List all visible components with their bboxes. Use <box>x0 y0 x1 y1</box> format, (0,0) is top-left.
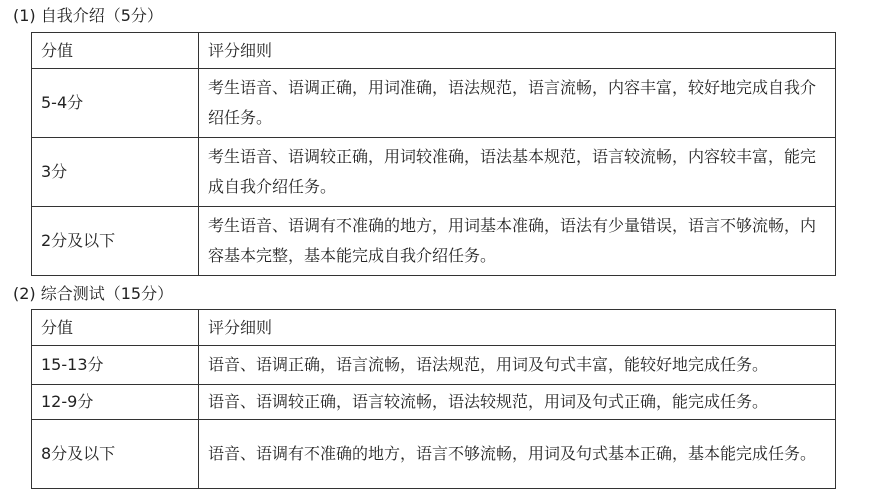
table-row <box>32 420 836 489</box>
self-introduction-rubric-table <box>31 32 836 276</box>
score-cell: 12-9分 <box>32 385 199 420</box>
table-row <box>32 138 836 207</box>
score-cell: 2分及以下 <box>32 207 199 276</box>
score-cell: 5-4分 <box>32 69 199 138</box>
score-column-header: 分值 <box>32 33 199 69</box>
score-column-header: 分值 <box>32 310 199 346</box>
criteria-cell: 考生语音、语调正确，用词准确，语法规范，语言流畅，内容丰富，较好地完成自我介绍任务。 <box>199 69 836 138</box>
criteria-cell: 语音、语调较正确，语言较流畅，语法较规范，用词及句式正确，能完成任务。 <box>199 385 836 420</box>
comprehensive-test-rubric-table <box>31 309 836 489</box>
table-row <box>32 385 836 420</box>
criteria-column-header: 评分细则 <box>199 310 836 346</box>
section-heading-comprehensive-test: (2) 综合测试（15分） <box>13 284 174 303</box>
score-cell: 8分及以下 <box>32 420 199 489</box>
criteria-cell: 考生语音、语调有不准确的地方，用词基本准确，语法有少量错误，语言不够流畅，内容基本完整，基本能完成自我介绍任务。 <box>199 207 836 276</box>
score-cell: 15-13分 <box>32 346 199 385</box>
table-header-row <box>32 310 836 346</box>
table-header-row <box>32 33 836 69</box>
score-cell: 3分 <box>32 138 199 207</box>
criteria-cell: 考生语音、语调较正确，用词较准确，语法基本规范，语言较流畅，内容较丰富，能完成自我介绍任务。 <box>199 138 836 207</box>
criteria-column-header: 评分细则 <box>199 33 836 69</box>
table-row <box>32 346 836 385</box>
table-row <box>32 207 836 276</box>
criteria-cell: 语音、语调正确，语言流畅，语法规范，用词及句式丰富，能较好地完成任务。 <box>199 346 836 385</box>
criteria-cell: 语音、语调有不准确的地方，语言不够流畅，用词及句式基本正确，基本能完成任务。 <box>199 420 836 489</box>
table-row <box>32 69 836 138</box>
section-heading-self-introduction: (1) 自我介绍（5分） <box>13 6 163 25</box>
